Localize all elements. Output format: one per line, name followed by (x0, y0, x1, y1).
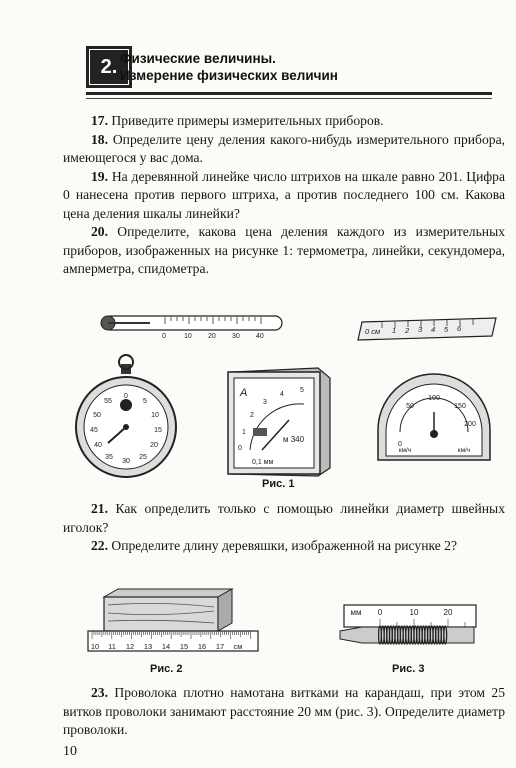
speedometer-unit-right: км/ч (457, 447, 471, 454)
problem-23: 23. Проволока плотно намотана витками на карандаш, при этом 25 витков проволоки занимают расстояние 20 мм (рис. 3). Определите диаметр проволоки. (63, 685, 506, 737)
ruler-label: 0 см (365, 327, 381, 336)
problem-17: 17. Приведите примеры измерительных приборов. (91, 113, 384, 128)
ammeter-illustration (228, 368, 330, 476)
thermometer-label: 40 (256, 333, 264, 340)
ruler-label: 4 (431, 325, 436, 334)
ruler-3-label: 20 (443, 608, 453, 617)
figure-1-instruments (0, 300, 516, 485)
ruler-label: 5 (444, 325, 449, 334)
section-title-line-1: Физические величины. (120, 51, 276, 66)
ruler-3-label: 10 (409, 608, 419, 617)
speedometer-unit-left: км/ч (398, 447, 412, 454)
ruler-2-label: 10 (90, 642, 100, 651)
ruler-3-label: 0 (377, 608, 383, 617)
stopwatch-illustration (76, 355, 176, 477)
problem-22: 22. Определите длину деревяшки, изображенной на рисунке 2? (91, 538, 457, 553)
problem-20: 20. Определите, какова цена деления каждого из измерительных приборов, изображенных на рисунке 1: термометра, линейки, секундомера, амперметра, спидометра. (63, 224, 505, 276)
header-rule (86, 92, 492, 95)
stopwatch-label: 35 (105, 454, 113, 461)
ammeter-letter: A (240, 387, 248, 399)
problems-block-bottom (63, 684, 505, 740)
ruler-2-illustration (88, 631, 258, 651)
stopwatch-label: 55 (104, 398, 112, 405)
ammeter-model: м 340 (283, 435, 305, 444)
figures-2-3 (0, 585, 516, 660)
section-title (120, 50, 338, 84)
ruler-illustration (358, 318, 496, 340)
ruler-2-label: 14 (161, 642, 171, 651)
ruler-2-label: 12 (125, 642, 135, 651)
thermometer-label: 20 (208, 333, 216, 340)
ammeter-label: 3 (263, 399, 267, 406)
ruler-label: 2 (405, 326, 410, 335)
speedometer-label: 150 (454, 403, 466, 410)
ruler-2-label: 16 (197, 642, 207, 651)
ammeter-label: 1 (242, 429, 246, 436)
section-header (72, 38, 492, 110)
problems-block-top (63, 112, 505, 279)
stopwatch-label: 45 (90, 427, 98, 434)
stopwatch-label: 20 (150, 442, 158, 449)
ruler-2-label: 11 (108, 642, 116, 651)
ammeter-label: 0 (238, 445, 242, 452)
ruler-label: 3 (418, 325, 423, 334)
section-title-line-2: Измерение физических величин (120, 68, 338, 83)
ruler-2-label: см (233, 642, 243, 651)
ruler-3-label: мм (350, 608, 362, 617)
thermometer-label: 10 (184, 333, 192, 340)
ruler-label: 6 (457, 324, 462, 333)
thermometer-label: 0 (162, 333, 166, 340)
ammeter-label: 5 (300, 387, 304, 394)
speedometer-label: 100 (428, 395, 440, 402)
figure-2-caption: Рис. 2 (150, 663, 183, 675)
header-rule-thin (86, 98, 492, 99)
figure-1-caption: Рис. 1 (262, 478, 295, 490)
speedometer-label: 0 (398, 441, 402, 448)
ammeter-label: 4 (280, 391, 284, 398)
ammeter-label: 2 (250, 412, 254, 419)
problem-18: 18. Определите цену деления какого-нибудь измерительного прибора, имеющегося у вас дома. (63, 131, 505, 165)
wooden-block-illustration (104, 589, 232, 631)
page-number: 10 (63, 744, 77, 759)
ruler-3-illustration (340, 605, 476, 644)
ruler-2-label: 13 (143, 642, 153, 651)
stopwatch-label: 40 (94, 442, 102, 449)
figure-3-caption: Рис. 3 (392, 663, 425, 675)
section-number-badge: 2. (86, 46, 132, 88)
problem-21: 21. Как определить только с помощью линейки диаметр швейных иголок? (63, 501, 505, 535)
stopwatch-label: 0 (124, 393, 128, 400)
speedometer-label: 200 (464, 421, 476, 428)
ruler-2-label: 15 (179, 642, 189, 651)
stopwatch-label: 30 (122, 458, 130, 465)
ruler-2-label: 17 (215, 642, 225, 651)
ammeter-bottom-label: 0,1 мм (252, 459, 274, 466)
speedometer-illustration (378, 374, 490, 460)
stopwatch-label: 25 (139, 454, 147, 461)
problems-block-middle (63, 500, 505, 556)
stopwatch-label: 5 (143, 398, 147, 405)
stopwatch-label: 50 (93, 412, 101, 419)
thermometer-illustration (101, 316, 282, 340)
speedometer-label: 50 (406, 403, 414, 410)
problem-19: 19. На деревянной линейке число штрихов на шкале равно 201. Цифра 0 нанесена против первого штриха, а против последнего 100 см. Какова цена деления шкалы линейки? (63, 168, 506, 221)
stopwatch-label: 15 (154, 427, 162, 434)
stopwatch-label: 10 (151, 412, 159, 419)
thermometer-label: 30 (232, 333, 240, 340)
ruler-label: 1 (392, 326, 397, 335)
